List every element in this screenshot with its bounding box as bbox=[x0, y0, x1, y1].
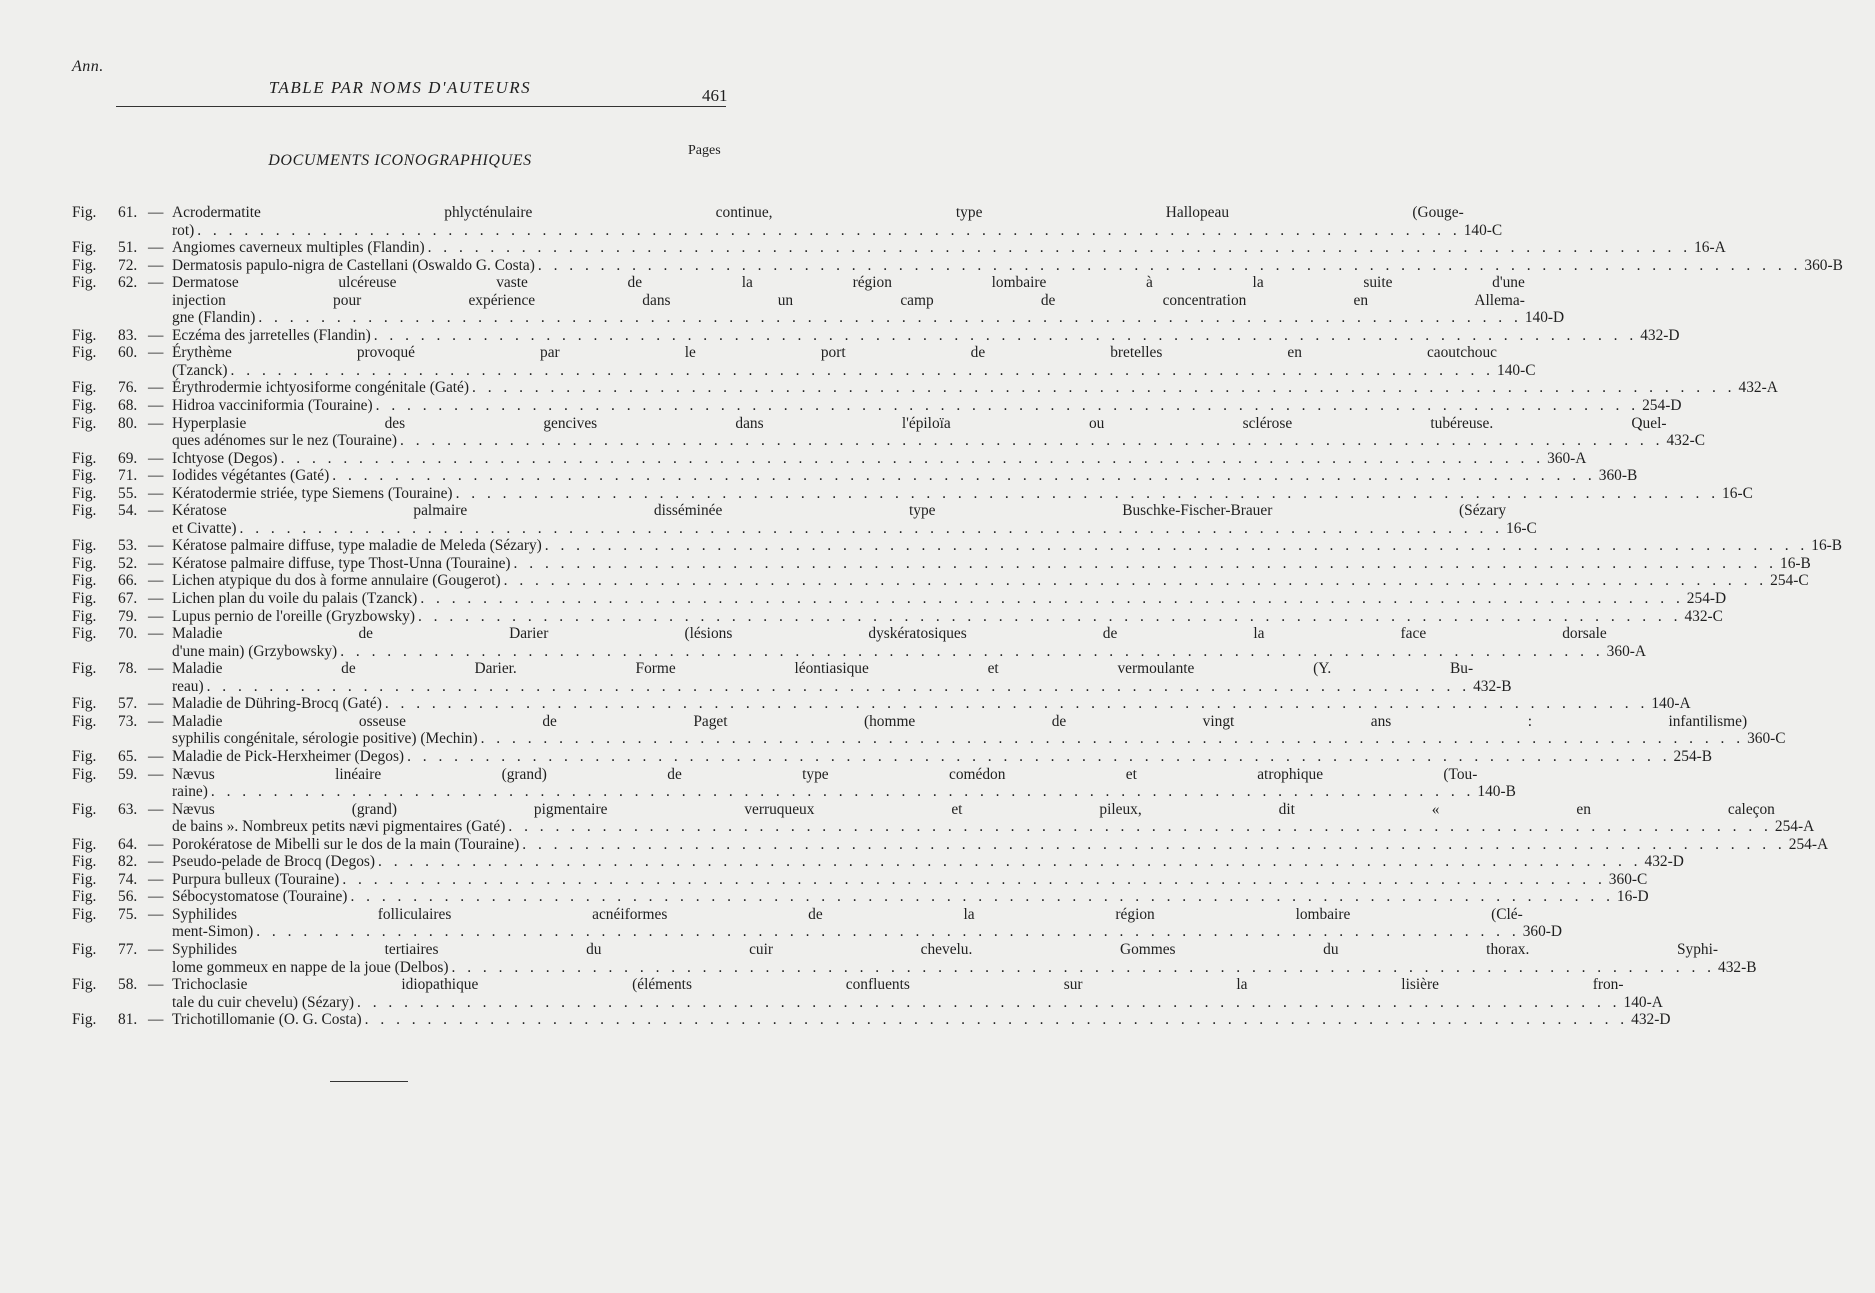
entry-text-last: rot) bbox=[172, 221, 195, 239]
fig-number: 63. bbox=[118, 800, 138, 818]
page-reference: 360-D bbox=[1522, 923, 1563, 941]
index-entry bbox=[72, 537, 1843, 555]
entry-body bbox=[172, 467, 1663, 485]
fig-number: 53. bbox=[118, 537, 138, 555]
entry-text-last: tale du cuir chevelu) (Sézary) bbox=[172, 993, 355, 1011]
em-dash: — bbox=[148, 274, 164, 292]
index-entry bbox=[72, 344, 1536, 379]
leader-dots bbox=[347, 888, 1616, 906]
page-reference: 360-C bbox=[1608, 870, 1648, 888]
index-entry bbox=[72, 695, 1691, 713]
em-dash: — bbox=[148, 800, 164, 818]
entry-text-last: Pseudo-pelade de Brocq (Degos) bbox=[172, 853, 376, 871]
leader-dots bbox=[371, 327, 1640, 345]
page-reference: 254-A bbox=[1774, 818, 1815, 836]
index-entry bbox=[72, 800, 1815, 836]
fig-label: Fig. bbox=[72, 800, 97, 818]
fig-label: Fig. bbox=[72, 274, 97, 292]
entry-body bbox=[172, 660, 1537, 695]
index-entry bbox=[72, 940, 1757, 976]
fig-number: 58. bbox=[118, 976, 138, 994]
fig-label: Fig. bbox=[72, 397, 97, 415]
fig-number: 71. bbox=[118, 467, 138, 485]
entry-body bbox=[172, 572, 1834, 590]
em-dash: — bbox=[148, 344, 164, 362]
fig-label: Fig. bbox=[72, 256, 97, 274]
fig-label: Fig. bbox=[72, 976, 97, 994]
fig-label: Fig. bbox=[72, 379, 97, 397]
fig-number: 62. bbox=[118, 274, 138, 292]
page-reference: 16-A bbox=[1694, 239, 1726, 257]
index-entry bbox=[72, 712, 1786, 748]
entry-text-line: Syphilides tertiaires du cuir chevelu. Gommes du thorax. Syphi- bbox=[172, 940, 1719, 958]
entry-body bbox=[172, 327, 1704, 345]
page-reference: 432-C bbox=[1684, 607, 1723, 625]
entry-body bbox=[172, 274, 1589, 327]
em-dash: — bbox=[148, 747, 164, 765]
page-reference: 432-B bbox=[1473, 677, 1512, 695]
page-reference: 140-A bbox=[1623, 993, 1663, 1011]
fig-number: 66. bbox=[118, 572, 138, 590]
leader-dots bbox=[404, 748, 1673, 766]
entry-body bbox=[172, 906, 1587, 941]
leader-dots bbox=[415, 608, 1684, 626]
fig-number: 80. bbox=[118, 414, 138, 432]
index-entry bbox=[72, 274, 1565, 327]
header-rule bbox=[116, 106, 726, 107]
leader-dots bbox=[208, 783, 1477, 801]
page-reference: 360-A bbox=[1606, 642, 1646, 660]
leader-dots bbox=[453, 485, 1722, 503]
entry-text-last: Porokératose de Mibelli sur le dos de la main (Touraine) bbox=[172, 835, 520, 853]
index-entry bbox=[72, 502, 1537, 537]
leader-dots bbox=[382, 695, 1651, 713]
index-entry bbox=[72, 572, 1809, 590]
entry-text-last: Purpura bulleux (Touraine) bbox=[172, 870, 340, 888]
fig-number: 82. bbox=[118, 853, 138, 871]
pages-column-label: Pages bbox=[688, 143, 721, 158]
page-reference: 16-B bbox=[1780, 554, 1811, 572]
entry-text-last: Maladie de Dühring-Brocq (Gaté) bbox=[172, 695, 382, 713]
fig-number: 56. bbox=[118, 888, 138, 906]
leader-dots bbox=[337, 643, 1606, 661]
entry-body bbox=[172, 836, 1853, 854]
leader-dots bbox=[469, 379, 1738, 397]
em-dash: — bbox=[148, 572, 164, 590]
em-dash: — bbox=[148, 484, 164, 502]
entry-text-line: injection pour expérience dans un camp de concentration en Allema- bbox=[172, 291, 1525, 309]
index-entry bbox=[72, 204, 1503, 239]
fig-label: Fig. bbox=[72, 940, 97, 958]
running-header-title: TABLE PAR NOMS D'AUTEURS bbox=[268, 78, 532, 97]
em-dash: — bbox=[148, 625, 164, 643]
fig-label: Fig. bbox=[72, 537, 97, 555]
leader-dots bbox=[228, 362, 1497, 380]
fig-number: 72. bbox=[118, 256, 138, 274]
fig-label: Fig. bbox=[72, 765, 97, 783]
em-dash: — bbox=[148, 239, 164, 257]
em-dash: — bbox=[148, 835, 164, 853]
entry-text-last: Érythrodermie ichtyosiforme congénitale (Gaté) bbox=[172, 379, 470, 397]
page-reference: 432-D bbox=[1644, 853, 1684, 871]
leader-dots bbox=[329, 467, 1598, 485]
fig-number: 60. bbox=[118, 344, 138, 362]
em-dash: — bbox=[148, 326, 164, 344]
em-dash: — bbox=[148, 940, 164, 958]
fig-number: 78. bbox=[118, 660, 138, 678]
em-dash: — bbox=[148, 1011, 164, 1029]
entry-text-last: syphilis congénitale, sérologie positive) (Mechin) bbox=[172, 730, 478, 748]
leader-dots bbox=[425, 239, 1694, 257]
entry-body bbox=[172, 625, 1671, 660]
page-reference: 432-D bbox=[1631, 1011, 1671, 1029]
entry-text-last: de bains ». Nombreux petits nævi pigmentaires (Gaté) bbox=[172, 818, 506, 836]
fig-number: 68. bbox=[118, 397, 138, 415]
index-entry bbox=[72, 449, 1587, 468]
fig-number: 55. bbox=[118, 484, 138, 502]
fig-label: Fig. bbox=[72, 660, 97, 678]
fig-number: 79. bbox=[118, 607, 138, 625]
fig-label: Fig. bbox=[72, 835, 97, 853]
entry-text-line: Syphilides folliculaires acnéiformes de la région lombaire (Clé- bbox=[172, 905, 1523, 923]
entry-text-last: gne (Flandin) bbox=[172, 309, 256, 327]
leader-dots bbox=[375, 853, 1644, 871]
entry-text-last: lome gommeux en nappe de la joue (Delbos) bbox=[172, 958, 449, 976]
entry-body bbox=[172, 379, 1803, 397]
em-dash: — bbox=[148, 765, 164, 783]
entry-body bbox=[172, 415, 1730, 450]
index-entry bbox=[72, 905, 1563, 941]
leader-dots bbox=[397, 432, 1666, 450]
fig-number: 73. bbox=[118, 712, 138, 730]
index-entry bbox=[72, 397, 1682, 415]
fig-number: 67. bbox=[118, 590, 138, 608]
index-entry bbox=[72, 484, 1753, 503]
entry-text-last: Lupus pernio de l'oreille (Gryzbowsky) bbox=[172, 607, 415, 625]
leader-dots bbox=[519, 836, 1788, 854]
entry-body bbox=[172, 608, 1748, 626]
fig-label: Fig. bbox=[72, 344, 97, 362]
fig-label: Fig. bbox=[72, 414, 97, 432]
fig-number: 81. bbox=[118, 1011, 138, 1029]
entry-text-last: Lichen atypique du dos à forme annulaire (Gougerot) bbox=[172, 572, 501, 590]
entry-text-last: et Civatte) bbox=[172, 519, 237, 537]
leader-dots bbox=[204, 678, 1473, 696]
page-reference: 432-D bbox=[1640, 326, 1680, 344]
fig-label: Fig. bbox=[72, 502, 97, 520]
fig-label: Fig. bbox=[72, 853, 97, 871]
entry-body bbox=[172, 941, 1782, 976]
em-dash: — bbox=[148, 607, 164, 625]
section-title: DOCUMENTS ICONOGRAPHIQUES bbox=[268, 152, 532, 169]
fig-label: Fig. bbox=[72, 870, 97, 888]
fig-label: Fig. bbox=[72, 712, 97, 730]
page-reference: 360-A bbox=[1547, 449, 1587, 467]
entry-text-last: d'une main) (Grzybowsky) bbox=[172, 642, 338, 660]
leader-dots bbox=[505, 818, 1774, 836]
page-reference: 254-D bbox=[1686, 590, 1727, 608]
em-dash: — bbox=[148, 204, 164, 221]
index-entry bbox=[72, 853, 1684, 871]
fig-label: Fig. bbox=[72, 625, 97, 643]
page-number: 461 bbox=[702, 86, 728, 105]
fig-number: 75. bbox=[118, 905, 138, 923]
page-reference: 16-D bbox=[1616, 888, 1649, 906]
entry-text-last: Kératose palmaire diffuse, type Thost-Unna (Touraine) bbox=[172, 554, 511, 572]
entry-body bbox=[172, 801, 1839, 836]
entries-list bbox=[72, 204, 1843, 1029]
fig-label: Fig. bbox=[72, 747, 97, 765]
fig-label: Fig. bbox=[72, 467, 97, 485]
fig-label: Fig. bbox=[72, 888, 97, 906]
em-dash: — bbox=[148, 976, 164, 994]
em-dash: — bbox=[148, 888, 164, 906]
entry-body bbox=[172, 502, 1570, 537]
leader-dots bbox=[535, 257, 1804, 275]
fig-label: Fig. bbox=[72, 554, 97, 572]
leader-dots bbox=[194, 222, 1463, 240]
entry-text-last: (Tzanck) bbox=[172, 361, 228, 379]
entry-body bbox=[172, 555, 1844, 573]
em-dash: — bbox=[148, 449, 164, 467]
leader-dots bbox=[237, 520, 1506, 538]
footer-rule bbox=[330, 1081, 408, 1082]
em-dash: — bbox=[148, 695, 164, 713]
entry-text-last: Iodides végétantes (Gaté) bbox=[172, 467, 330, 485]
leader-dots bbox=[501, 572, 1770, 590]
fig-number: 52. bbox=[118, 554, 138, 572]
fig-label: Fig. bbox=[72, 326, 97, 344]
entry-text-line: Dermatose ulcéreuse vaste de la région lombaire à la suite d'une bbox=[172, 274, 1525, 292]
leader-dots bbox=[255, 309, 1524, 327]
fig-label: Fig. bbox=[72, 905, 97, 923]
fig-number: 83. bbox=[118, 326, 138, 344]
leader-dots bbox=[449, 959, 1718, 977]
entry-text-last: Ichtyose (Degos) bbox=[172, 449, 278, 467]
em-dash: — bbox=[148, 870, 164, 888]
page-reference: 360-B bbox=[1804, 256, 1843, 274]
index-entry bbox=[72, 414, 1705, 450]
page-reference: 254-D bbox=[1642, 397, 1682, 415]
index-entry bbox=[72, 1011, 1671, 1029]
entry-body bbox=[172, 204, 1528, 239]
page-reference: 432-B bbox=[1718, 958, 1757, 976]
entry-text-last: Angiomes caverneux multiples (Flandin) bbox=[172, 239, 425, 257]
page-reference: 16-B bbox=[1811, 537, 1843, 555]
entry-body bbox=[172, 695, 1715, 713]
page-reference: 16-C bbox=[1506, 519, 1537, 537]
entry-text-line: Maladie de Darier. Forme léontiasique et vermoulante (Y. Bu- bbox=[172, 660, 1474, 678]
index-entry bbox=[72, 747, 1713, 766]
leader-dots bbox=[417, 590, 1686, 608]
page-reference: 140-A bbox=[1651, 695, 1691, 713]
index-entry bbox=[72, 870, 1648, 889]
fig-number: 61. bbox=[118, 204, 138, 221]
entry-text-last: Dermatosis papulo-nigra de Castellani (Oswaldo G. Costa) bbox=[172, 256, 535, 274]
entry-body bbox=[172, 590, 1751, 608]
running-header-left: Ann. bbox=[72, 58, 104, 75]
entry-text-line: Acrodermatite phlycténulaire continue, type Hallopeau (Gouge- bbox=[172, 204, 1464, 221]
leader-dots bbox=[478, 730, 1747, 748]
entry-text-line: Nævus linéaire (grand) de type comédon et atrophique (Tou- bbox=[172, 765, 1478, 783]
index-entry bbox=[72, 256, 1843, 275]
page-reference: 432-C bbox=[1666, 432, 1705, 450]
fig-number: 65. bbox=[118, 747, 138, 765]
em-dash: — bbox=[148, 590, 164, 608]
entry-text-last: Lichen plan du voile du palais (Tzanck) bbox=[172, 590, 418, 608]
entry-text-line: Kératose palmaire disséminée type Buschke-Fischer-Brauer (Sézary bbox=[172, 502, 1507, 520]
page-reference: 254-C bbox=[1770, 572, 1809, 590]
entry-text-last: raine) bbox=[172, 783, 208, 801]
leader-dots bbox=[511, 555, 1780, 573]
entry-text-line: Nævus (grand) pigmentaire verruqueux et pileux, dit « en caleçon bbox=[172, 800, 1775, 818]
entry-body bbox=[172, 766, 1541, 801]
entry-text-line: Hyperplasie des gencives dans l'épiloïa ou sclérose tubéreuse. Quel- bbox=[172, 414, 1667, 432]
fig-number: 70. bbox=[118, 625, 138, 643]
entry-text-line: Érythème provoqué par le port de bretelles en caoutchouc bbox=[172, 344, 1498, 362]
em-dash: — bbox=[148, 256, 164, 274]
fig-label: Fig. bbox=[72, 239, 97, 257]
fig-label: Fig. bbox=[72, 204, 97, 221]
entry-body bbox=[172, 450, 1611, 468]
page-reference: 140-B bbox=[1477, 783, 1516, 801]
em-dash: — bbox=[148, 414, 164, 432]
entry-text-line: Trichoclasie idiopathique (éléments confluents sur la lisière fron- bbox=[172, 976, 1624, 994]
fig-number: 69. bbox=[118, 449, 138, 467]
index-entry bbox=[72, 467, 1638, 485]
page-reference: 360-B bbox=[1598, 467, 1638, 485]
em-dash: — bbox=[148, 712, 164, 730]
entry-body bbox=[172, 257, 1868, 275]
fig-label: Fig. bbox=[72, 484, 97, 502]
leader-dots bbox=[339, 871, 1608, 889]
fig-label: Fig. bbox=[72, 695, 97, 713]
entry-body bbox=[172, 344, 1561, 379]
index-entry bbox=[72, 765, 1516, 801]
fig-label: Fig. bbox=[72, 607, 97, 625]
entry-text-line: Maladie osseuse de Paget (homme de vingt ans : infantilisme) bbox=[172, 712, 1748, 730]
em-dash: — bbox=[148, 537, 164, 555]
em-dash: — bbox=[148, 467, 164, 485]
entry-body bbox=[172, 713, 1811, 748]
entry-body bbox=[172, 888, 1681, 906]
page-reference: 140-C bbox=[1497, 361, 1536, 379]
fig-number: 59. bbox=[118, 765, 138, 783]
index-entry bbox=[72, 976, 1663, 1011]
leader-dots bbox=[354, 994, 1623, 1012]
fig-label: Fig. bbox=[72, 572, 97, 590]
leader-dots bbox=[253, 923, 1522, 941]
index-entry bbox=[72, 835, 1829, 854]
entry-body bbox=[172, 976, 1688, 1011]
entry-text-last: Hidroa vacciniformia (Touraine) bbox=[172, 397, 373, 415]
entry-body bbox=[172, 397, 1706, 415]
entry-body bbox=[172, 239, 1758, 257]
fig-number: 64. bbox=[118, 835, 138, 853]
index-entry bbox=[72, 554, 1811, 573]
entry-body bbox=[172, 871, 1673, 889]
entry-body bbox=[172, 748, 1738, 766]
page-reference: 140-D bbox=[1524, 309, 1565, 327]
entry-body bbox=[172, 537, 1875, 555]
fig-label: Fig. bbox=[72, 590, 97, 608]
leader-dots bbox=[278, 450, 1547, 468]
page-reference: 140-C bbox=[1463, 221, 1503, 239]
fig-number: 54. bbox=[118, 502, 138, 520]
em-dash: — bbox=[148, 905, 164, 923]
page-reference: 432-A bbox=[1738, 379, 1778, 397]
fig-number: 57. bbox=[118, 695, 138, 713]
fig-number: 76. bbox=[118, 379, 138, 397]
fig-label: Fig. bbox=[72, 449, 97, 467]
index-entry bbox=[72, 326, 1680, 345]
entry-text-line: Maladie de Darier (lésions dyskératosiques de la face dorsale bbox=[172, 625, 1607, 643]
leader-dots bbox=[362, 1011, 1631, 1029]
leader-dots bbox=[373, 397, 1642, 415]
em-dash: — bbox=[148, 502, 164, 520]
page-reference: 254-B bbox=[1673, 747, 1713, 765]
leader-dots bbox=[542, 537, 1811, 555]
index-entry bbox=[72, 239, 1726, 257]
em-dash: — bbox=[148, 853, 164, 871]
index-entry bbox=[72, 379, 1778, 397]
entry-body bbox=[172, 485, 1786, 503]
index-entry bbox=[72, 607, 1723, 626]
entry-text-last: Eczéma des jarretelles (Flandin) bbox=[172, 326, 371, 344]
entry-body bbox=[172, 853, 1709, 871]
em-dash: — bbox=[148, 660, 164, 678]
entry-text-last: Maladie de Pick-Herxheimer (Degos) bbox=[172, 747, 405, 765]
index-entry bbox=[72, 625, 1646, 660]
fig-number: 51. bbox=[118, 239, 138, 257]
entry-body bbox=[172, 1011, 1695, 1029]
entry-text-last: ment-Simon) bbox=[172, 923, 254, 941]
entry-text-last: Sébocystomatose (Touraine) bbox=[172, 888, 348, 906]
page-reference: 360-C bbox=[1747, 730, 1786, 748]
entry-text-last: reau) bbox=[172, 677, 204, 695]
entry-text-last: ques adénomes sur le nez (Touraine) bbox=[172, 432, 397, 450]
em-dash: — bbox=[148, 379, 164, 397]
page-reference: 254-A bbox=[1788, 835, 1829, 853]
fig-number: 74. bbox=[118, 870, 138, 888]
em-dash: — bbox=[148, 397, 164, 415]
index-entry bbox=[72, 660, 1512, 695]
index-entry bbox=[72, 590, 1727, 608]
index-entry bbox=[72, 888, 1649, 906]
page-reference: 16-C bbox=[1722, 484, 1753, 502]
entry-text-last: Trichotillomanie (O. G. Costa) bbox=[172, 1011, 362, 1029]
fig-label: Fig. bbox=[72, 1011, 97, 1029]
entry-text-last: Kératose palmaire diffuse, type maladie de Meleda (Sézary) bbox=[172, 537, 542, 555]
em-dash: — bbox=[148, 554, 164, 572]
fig-number: 77. bbox=[118, 940, 138, 958]
entry-text-last: Kératodermie striée, type Siemens (Touraine) bbox=[172, 484, 453, 502]
